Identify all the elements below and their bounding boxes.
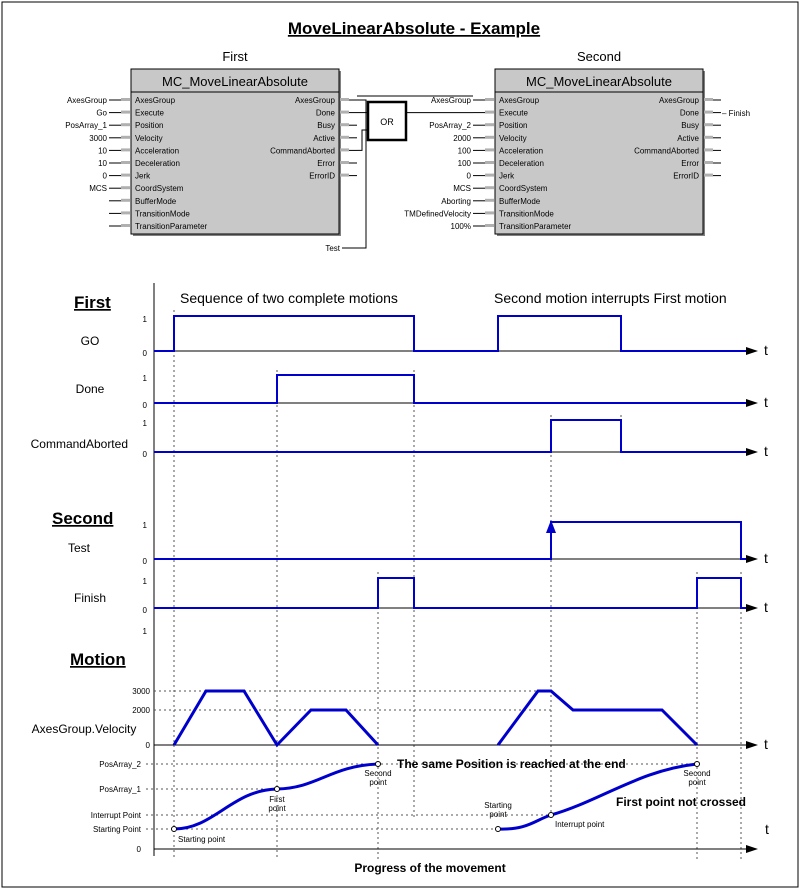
input-pin [485, 186, 494, 189]
input-name: TransitionMode [135, 209, 190, 219]
time-axis-label: t [764, 443, 768, 459]
velocity-tick: 2000 [132, 706, 150, 715]
output-pin [704, 136, 713, 139]
input-pin [485, 224, 494, 227]
level-1-tick: 1 [142, 419, 147, 428]
output-name: Done [315, 108, 335, 118]
second-fb-caption: Second [576, 49, 622, 64]
input-pin [121, 123, 130, 126]
output-name: Error [317, 159, 335, 168]
level-0-tick: 0 [142, 557, 147, 566]
or-label: OR [380, 117, 394, 127]
output-pin [340, 148, 349, 151]
input-pin [121, 199, 130, 202]
velocity-arrowhead [746, 741, 758, 749]
input-pin [121, 211, 130, 214]
first-fb-type-name: MC_MoveLinearAbsolute [162, 74, 308, 89]
velocity-label: AxesGroup.Velocity [31, 722, 137, 736]
velocity-profile-first [174, 691, 378, 745]
signal-done [76, 374, 768, 410]
output-name: AxesGroup [658, 96, 699, 105]
input-arg: 10 [98, 146, 107, 156]
annotation-interrupt: Second motion interrupts First motion [494, 290, 727, 306]
signal-go [81, 315, 768, 358]
input-name: Execute [499, 108, 528, 118]
point-label-line: point [688, 778, 706, 787]
position-tick: PosArray_1 [99, 785, 141, 794]
input-name: Velocity [499, 133, 527, 143]
label-starting-point: Starting point [178, 835, 226, 844]
input-arg: MCS [453, 184, 471, 194]
input-arg: 2000 [453, 133, 471, 143]
output-name: Active [313, 133, 335, 143]
input-name: AxesGroup [135, 96, 176, 105]
position-marker [275, 787, 280, 792]
output-pin [340, 111, 349, 114]
point-label-line: Starting [484, 801, 512, 810]
level-1-tick: 1 [142, 521, 147, 530]
signal-label: CommandAborted [30, 437, 128, 451]
input-name: Execute [135, 108, 164, 118]
input-name: Jerk [135, 171, 151, 181]
axis-progress-label: Progress of the movement [354, 861, 506, 875]
level-0-tick: 0 [142, 450, 147, 459]
signal-finish [74, 577, 768, 615]
input-arg: 100% [450, 222, 471, 231]
output-pin [340, 136, 349, 139]
input-name: Position [499, 121, 528, 131]
section-first: First [74, 293, 111, 312]
waveform [154, 420, 746, 452]
label-interrupt-point: Interrupt point [555, 820, 605, 829]
position-marker [376, 762, 381, 767]
second-fb-type-name: MC_MoveLinearAbsolute [526, 74, 672, 89]
input-name: TransitionParameter [499, 222, 572, 231]
time-axis-label: t [764, 550, 768, 566]
output-name: Error [681, 159, 699, 168]
time-axis-label: t [764, 599, 768, 615]
output-name: Active [677, 133, 699, 143]
time-arrowhead [746, 555, 758, 563]
level-1-tick: 1 [142, 577, 147, 586]
level-0-tick: 0 [142, 606, 147, 615]
waveform [154, 578, 746, 608]
input-name: Deceleration [135, 159, 180, 168]
label-starting-point-2 [484, 801, 512, 819]
time-arrowhead [746, 604, 758, 612]
output-name: CommandAborted [270, 146, 335, 156]
input-pin [485, 161, 494, 164]
position-arrowhead [746, 845, 758, 853]
section-second: Second [52, 509, 114, 528]
input-arg: PosArray_1 [65, 121, 107, 131]
input-arg: 10 [98, 159, 107, 168]
input-arg: PosArray_2 [429, 121, 471, 131]
input-name: TransitionParameter [135, 222, 208, 231]
input-pin [121, 174, 130, 177]
signal-label: Test [67, 541, 91, 555]
position-t-label: t [765, 821, 769, 837]
first-fb [65, 49, 357, 236]
input-name: CoordSystem [499, 184, 548, 194]
test-wire-label: Test [325, 244, 340, 253]
position-marker [496, 827, 501, 832]
finish-output-label: – Finish [722, 109, 751, 118]
input-pin [485, 136, 494, 139]
velocity-profile-second [498, 691, 697, 745]
input-arg: 100 [457, 146, 471, 156]
output-pin [340, 161, 349, 164]
input-name: Position [135, 121, 164, 131]
velocity-tick: 3000 [132, 687, 150, 696]
input-arg: 0 [102, 171, 107, 181]
signal-commandaborted [31, 419, 768, 459]
input-pin [485, 98, 494, 101]
input-name: CoordSystem [135, 184, 184, 194]
output-pin [704, 123, 713, 126]
time-axis-label: t [764, 394, 768, 410]
level-0-tick: 0 [142, 401, 147, 410]
input-pin [485, 111, 494, 114]
diagram-title: MoveLinearAbsolute - Example [287, 19, 541, 38]
position-tick: Interrupt Point [90, 811, 141, 820]
level-1-tick: 1 [142, 374, 147, 383]
input-arg: 3000 [89, 133, 107, 143]
output-pin [704, 98, 713, 101]
position-tick: 0 [136, 845, 141, 854]
input-pin [485, 199, 494, 202]
point-label-line: Second [364, 769, 392, 778]
output-pin [704, 161, 713, 164]
output-name: Busy [681, 121, 699, 131]
input-pin [121, 136, 130, 139]
point-label-line: Second [683, 769, 711, 778]
velocity-t-label: t [764, 736, 768, 752]
velocity-chart [32, 687, 768, 752]
input-arg: Aborting [441, 196, 471, 206]
position-chart [91, 757, 769, 875]
signal-label: GO [80, 334, 100, 348]
function-blocks [65, 49, 750, 236]
position-marker [695, 762, 700, 767]
output-name: Busy [317, 121, 335, 131]
signal-label: Done [75, 382, 105, 396]
point-label-line: point [489, 810, 507, 819]
input-name: Jerk [499, 171, 515, 181]
motion-level-1: 1 [142, 627, 147, 636]
output-name: CommandAborted [634, 146, 699, 156]
output-pin [340, 174, 349, 177]
signal-label: Finish [73, 591, 107, 605]
input-pin [485, 123, 494, 126]
label-second-point [364, 769, 391, 787]
output-name: Done [679, 108, 699, 118]
input-name: AxesGroup [499, 96, 540, 105]
point-label-line: point [369, 778, 387, 787]
input-arg: 100 [457, 159, 471, 168]
input-pin [121, 224, 130, 227]
input-pin [121, 98, 130, 101]
output-pin [704, 174, 713, 177]
time-arrowhead [746, 448, 758, 456]
input-pin [485, 211, 494, 214]
position-marker [549, 813, 554, 818]
waveform [154, 316, 746, 351]
input-name: TransitionMode [499, 209, 554, 219]
input-arg: AxesGroup [430, 96, 471, 105]
waveform [154, 375, 746, 403]
input-arg: Go [96, 108, 107, 118]
output-name: ErrorID [309, 171, 335, 181]
second-fb [404, 49, 750, 236]
output-name: ErrorID [673, 171, 699, 181]
output-pin [340, 123, 349, 126]
input-name: Acceleration [499, 146, 544, 156]
input-arg: AxesGroup [66, 96, 107, 105]
first-fb-caption: First [222, 49, 248, 64]
annotation-sequence: Sequence of two complete motions [180, 290, 398, 306]
signal-test [68, 521, 768, 566]
input-arg: 0 [466, 171, 471, 181]
annotation-not-crossed: First point not crossed [616, 795, 747, 809]
position-tick: PosArray_2 [99, 760, 141, 769]
input-pin [121, 111, 130, 114]
position-tick: Starting Point [92, 825, 141, 834]
time-arrowhead [746, 347, 758, 355]
output-name: AxesGroup [294, 96, 335, 105]
point-label-line: point [268, 804, 286, 813]
annotation-same-position: The same Position is reached at the end [397, 757, 626, 771]
position-marker [172, 827, 177, 832]
output-pin [704, 111, 713, 114]
input-pin [121, 161, 130, 164]
label-second-point-2 [683, 769, 710, 787]
input-name: BufferMode [499, 196, 541, 206]
time-axis-label: t [764, 342, 768, 358]
input-pin [121, 148, 130, 151]
label-first-point [268, 795, 286, 813]
input-pin [485, 148, 494, 151]
input-name: Acceleration [135, 146, 180, 156]
level-1-tick: 1 [142, 315, 147, 324]
input-name: Velocity [135, 133, 163, 143]
input-name: BufferMode [135, 196, 177, 206]
velocity-tick: 0 [145, 741, 150, 750]
input-arg: MCS [89, 184, 107, 194]
point-label-line: First [269, 795, 285, 804]
input-pin [485, 174, 494, 177]
section-motion: Motion [70, 650, 126, 669]
output-pin [340, 98, 349, 101]
level-0-tick: 0 [142, 349, 147, 358]
input-name: Deceleration [499, 159, 544, 168]
output-pin [704, 148, 713, 151]
timing-diagram [31, 283, 769, 875]
input-arg: TMDefinedVelocity [404, 209, 471, 219]
time-arrowhead [746, 399, 758, 407]
waveform [154, 522, 746, 559]
input-pin [121, 186, 130, 189]
